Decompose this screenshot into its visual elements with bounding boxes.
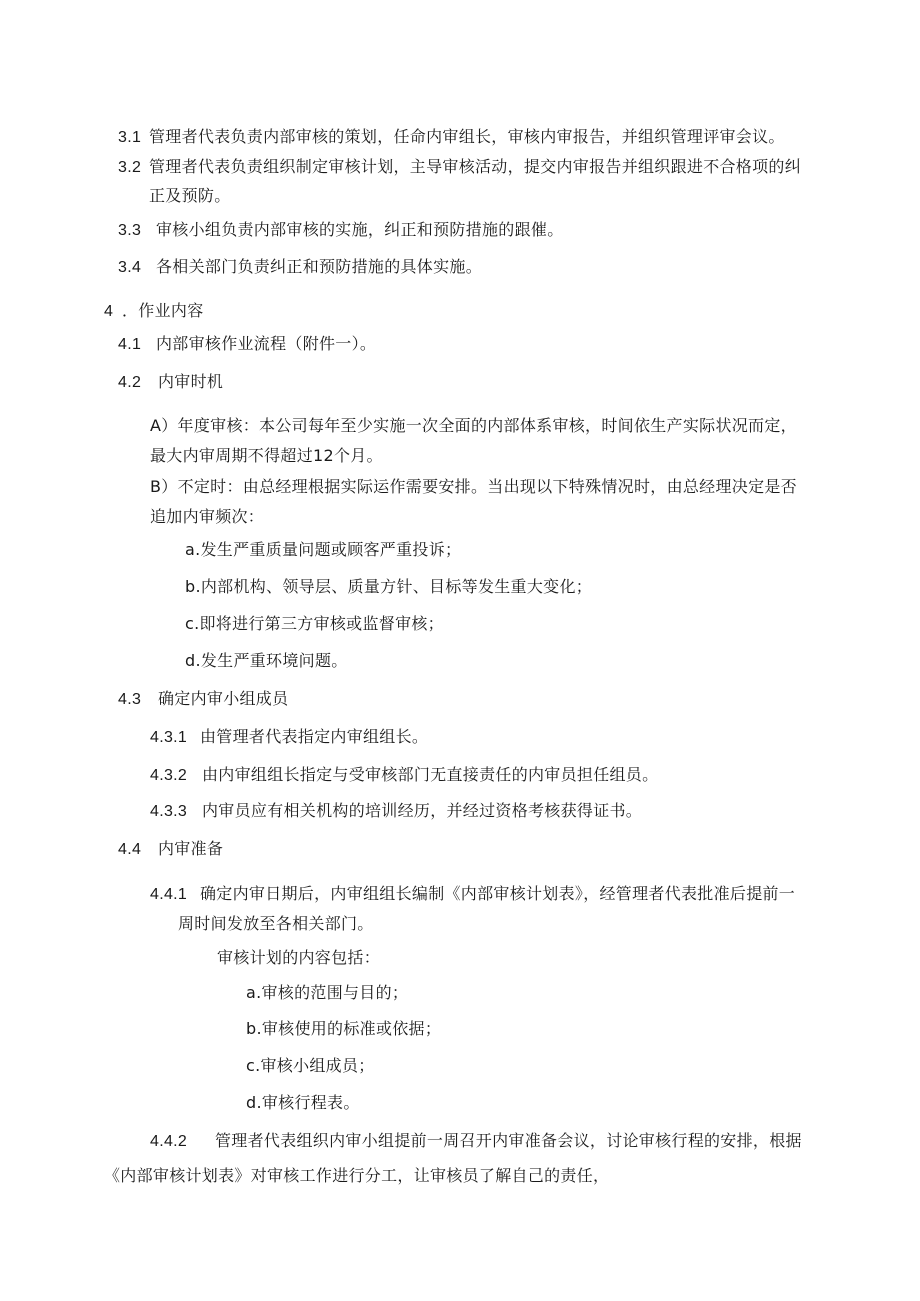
clause-text: 正及预防。 [149, 186, 231, 205]
clause-4-4-2 [150, 1131, 802, 1152]
list-item-text: d.审核行程表。 [246, 1093, 360, 1112]
clause-number: 3.3 [118, 222, 142, 239]
clause-text: 内部审核作业流程（附件一）。 [156, 334, 377, 353]
clause-4-3-2 [150, 765, 658, 786]
clause-4-3 [118, 689, 288, 710]
list-item [246, 1056, 375, 1076]
clause-text: 内审员应有相关机构的培训经历，并经过资格考核获得证书。 [202, 801, 643, 820]
clause-text: 由内审组组长指定与受审核部门无直接责任的内审员担任组员。 [202, 765, 659, 784]
item-text: A）年度审核：本公司每年至少实施一次全面的内部体系审核，时间依生产实际状况而定， [150, 416, 797, 435]
clause-number: 4.3 [118, 691, 142, 708]
list-item-text: d.发生严重环境问题。 [185, 651, 348, 670]
list-item [246, 983, 408, 1003]
clause-4-4-1-continued [178, 914, 374, 934]
clause-text: 内审准备 [158, 839, 224, 858]
item-text: 最大内审周期不得超过12个月。 [150, 446, 383, 465]
item-a-annual-audit [150, 416, 797, 436]
item-text: B）不定时：由总经理根据实际运作需要安排。当出现以下特殊情况时，由总经理决定是否 [150, 477, 797, 496]
section-number: 4 [104, 303, 114, 320]
clause-4-1 [118, 334, 376, 355]
item-text: 追加内审频次： [150, 507, 265, 526]
clause-number: 4.1 [118, 336, 142, 353]
item-b-ad-hoc [150, 477, 797, 497]
clause-3-2-continued [149, 186, 231, 206]
item-a-continued [150, 446, 383, 466]
clause-number: 3.4 [118, 259, 142, 276]
clause-number: 4.2 [118, 374, 142, 391]
intro-text: 审核计划的内容包括： [217, 948, 381, 967]
list-item-text: a.审核的范围与目的； [246, 983, 409, 1002]
clause-3-2 [118, 157, 801, 178]
list-item-text: a.发生严重质量问题或顾客严重投诉； [185, 540, 462, 559]
clause-text: 管理者代表负责内部审核的策划，任命内审组长，审核内审报告，并组织管理评审会议。 [149, 127, 785, 146]
clause-3-4 [118, 257, 482, 278]
list-item [185, 614, 444, 634]
clause-number: 4.4.2 [150, 1133, 188, 1150]
clause-text: 周时间发放至各相关部门。 [178, 914, 374, 933]
list-item [246, 1093, 360, 1113]
list-item-text: b.审核使用的标准或依据； [246, 1019, 442, 1038]
list-item [185, 651, 348, 671]
clause-number: 4.3.3 [150, 803, 188, 820]
list-item [246, 1019, 441, 1039]
list-item-text: c.即将进行第三方审核或监督审核； [185, 614, 444, 633]
clause-4-3-3 [150, 801, 642, 822]
clause-text: 各相关部门负责纠正和预防措施的具体实施。 [156, 257, 483, 276]
clause-text: 由管理者代表指定内审组组长。 [200, 727, 429, 746]
item-b-continued [150, 507, 264, 527]
clause-3-1 [118, 127, 785, 148]
clause-number: 3.1 [118, 129, 142, 146]
list-item-text: c.审核小组成员； [246, 1056, 375, 1075]
list-item [185, 540, 461, 560]
clause-text: 确定内审日期后，内审组组长编制《内部审核计划表》，经管理者代表批准后提前一 [200, 884, 796, 903]
clause-number: 4.4.1 [150, 886, 188, 903]
clause-4-4-1 [150, 884, 795, 905]
clause-text: 确定内审小组成员 [158, 689, 289, 708]
clause-3-3 [118, 220, 564, 241]
clause-number: 4.3.2 [150, 767, 188, 784]
clause-text: 内审时机 [158, 372, 224, 391]
list-item [185, 577, 592, 597]
plan-contents-intro [217, 948, 380, 968]
section-title: ．作业内容 [122, 301, 204, 320]
clause-number: 4.3.1 [150, 729, 188, 746]
clause-number: 3.2 [118, 159, 142, 176]
clause-4-3-1 [150, 727, 428, 748]
clause-4-2 [118, 372, 223, 393]
list-item-text: b.内部机构、领导层、质量方针、目标等发生重大变化； [185, 577, 593, 596]
section-4-heading [104, 301, 204, 322]
clause-4-4-2-continued [104, 1166, 609, 1186]
clause-text: 管理者代表负责组织制定审核计划，主导审核活动，提交内审报告并组织跟进不合格项的纠 [149, 157, 802, 176]
clause-4-4 [118, 839, 223, 860]
clause-text: 《内部审核计划表》对审核工作进行分工，让审核员了解自己的责任， [104, 1166, 610, 1185]
clause-number: 4.4 [118, 841, 142, 858]
clause-text: 管理者代表组织内审小组提前一周召开内审准备会议，讨论审核行程的安排，根据 [215, 1131, 802, 1150]
clause-text: 审核小组负责内部审核的实施，纠正和预防措施的跟催。 [156, 220, 564, 239]
